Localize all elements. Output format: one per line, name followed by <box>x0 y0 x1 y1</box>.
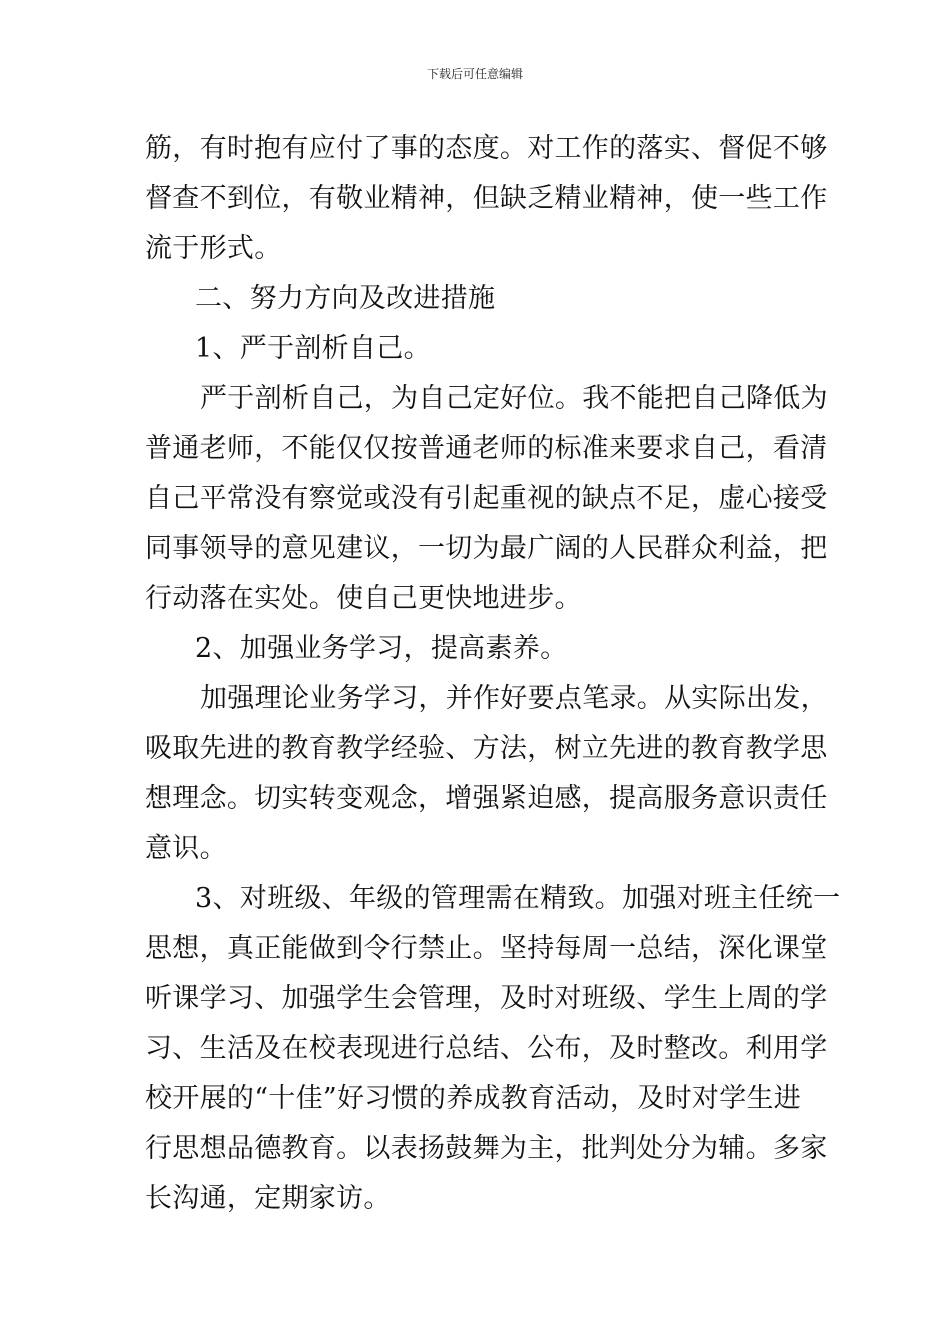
paragraph-line: 加强理论业务学习，并作好要点笔录。从实际出发， <box>200 683 828 714</box>
paragraph-line: 3、对班级、年级的管理需在精致。加强对班主任统一 <box>195 883 841 914</box>
paragraph-line: 同事领导的意见建议，一切为最广阔的人民群众利益，把 <box>145 533 828 564</box>
paragraph-line: 自己平常没有察觉或没有引起重视的缺点不足，虚心接受 <box>145 483 828 514</box>
paragraph-line: 行动落在实处。使自己更快地进步。 <box>145 583 582 614</box>
paragraph-line: 吸取先进的教育教学经验、方法，树立先进的教育教学思 <box>145 733 828 764</box>
page-header-note: 下载后可任意编辑 <box>426 67 523 81</box>
paragraph-line: 想理念。切实转变观念，增强紧迫感，提高服务意识责任 <box>145 783 828 814</box>
paragraph-line: 严于剖析自己，为自己定好位。我不能把自己降低为 <box>200 383 828 414</box>
section-heading: 二、努力方向及改进措施 <box>195 283 496 314</box>
paragraph-line: 流于形式。 <box>145 233 282 264</box>
paragraph-line: 普通老师，不能仅仅按普通老师的标准来要求自己，看清 <box>145 433 828 464</box>
paragraph-line: 思想，真正能做到令行禁止。坚持每周一总结，深化课堂 <box>145 933 828 964</box>
paragraph-line: 习、生活及在校表现进行总结、公布，及时整改。利用学 <box>145 1033 828 1064</box>
paragraph-line: 督查不到位，有敬业精神，但缺乏精业精神，使一些工作 <box>145 183 828 214</box>
paragraph-line: 听课学习、加强学生会管理，及时对班级、学生上周的学 <box>145 983 828 1014</box>
paragraph-line: 行思想品德教育。以表扬鼓舞为主，批判处分为辅。多家 <box>145 1133 828 1164</box>
paragraph-line: 筋，有时抱有应付了事的态度。对工作的落实、督促不够 <box>145 133 828 164</box>
paragraph-line: 校开展的“十佳”好习惯的养成教育活动，及时对学生进 <box>145 1083 802 1114</box>
paragraph-line: 长沟通，定期家访。 <box>145 1183 391 1214</box>
paragraph-line: 意识。 <box>145 833 227 864</box>
subsection-heading: 1、严于剖析自己。 <box>195 333 431 364</box>
subsection-heading: 2、加强业务学习，提高素养。 <box>195 633 568 664</box>
